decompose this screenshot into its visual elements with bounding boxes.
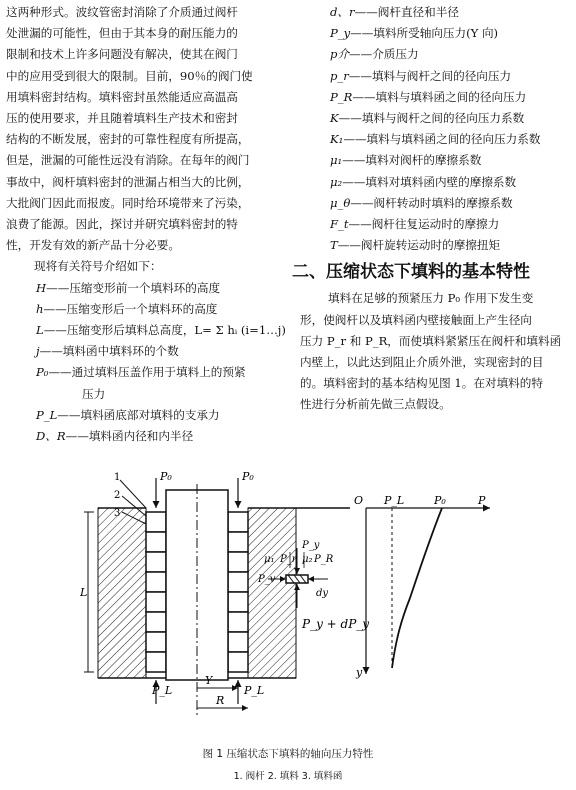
paragraph-line: 结构的不断发展，密封的可靠性程度有所提高， (6, 132, 250, 147)
symbol-definition (300, 150, 572, 171)
symbol-description: ——阀杆转动时填料的摩擦系数 (350, 195, 513, 210)
symbol-description: ——填料函底部对填料的支承力 (57, 407, 220, 422)
dy-label: dy (316, 588, 329, 599)
pv-label: P_v (258, 574, 276, 585)
symbol: μ₂ (330, 174, 343, 189)
symbol-definition (300, 214, 572, 235)
symbol-definition (300, 23, 572, 44)
symbol: p介 (330, 47, 350, 62)
paragraph-line: 事故中，阀杆填料密封的泄漏占相当大的比例， (6, 174, 250, 189)
part-3-label: 3 (114, 508, 121, 519)
symbol-description: ——填料函中填料环的个数 (39, 344, 179, 359)
symbol: p_r (330, 68, 349, 83)
symbol-description: ——填料对填料函内壁的摩擦系数 (342, 174, 517, 189)
symbol-description: ——通过填料压盖作用于填料上的预紧 (48, 365, 246, 380)
paragraph-line: 处泄漏的可能性，但由于其本身的耐压能力的 (6, 26, 238, 41)
symbol: P_L (36, 407, 58, 422)
figure-1-diagram (80, 468, 510, 748)
symbols-intro: 现将有关符号介绍如下： (34, 259, 162, 274)
symbol-description: ——填料与阀杆之间的径向压力 (348, 68, 512, 83)
symbol: μ₁ (330, 153, 343, 168)
symbol-description: ——压缩变形后一个填料环的高度 (43, 301, 218, 316)
paragraph-line: 但是，泄漏的可能性远没有消除。在每年的阀门 (6, 153, 250, 168)
paragraph-line: 的。填料密封的基本结构见图 1。在对填料的特 (300, 376, 543, 391)
paragraph-line: 中的应用受到很大的限制。目前，90％的阀门使 (6, 68, 253, 83)
py-label: P_y (302, 540, 320, 551)
symbol-description: ——阀杆旋转运动时的摩擦扭矩 (337, 238, 501, 253)
paragraph-line: 用填料密封结构。填料密封虽然能适应高温高 (6, 89, 238, 104)
housing-right-wall (248, 508, 296, 678)
paragraph-line: 形，使阀杆以及填料函内壁接触面上产生径向 (300, 312, 532, 327)
symbol-definition (300, 44, 572, 65)
pl-right-label: P_L (244, 684, 265, 697)
symbol: j (36, 344, 40, 359)
symbol-definition (6, 299, 286, 320)
paragraph-line: 性，开发有效的新产品十分必要。 (6, 238, 180, 253)
symbol-description: ——填料函内径和内半径 (65, 429, 194, 444)
graph-y-label: y (356, 666, 363, 679)
symbol-definition (6, 362, 286, 383)
symbol: μ_θ (330, 195, 351, 210)
graph-p-label: P (478, 494, 486, 507)
symbol-definition (300, 87, 572, 108)
symbol-description: ——压缩变形后填料总高度，L= Σ hᵢ (i=1…j) (43, 323, 286, 338)
pl-left-label: P_L (152, 684, 173, 697)
symbol-description: ——填料对阀杆的摩擦系数 (342, 153, 482, 168)
paragraph-line: 浪费了能源。因此，探讨并研究填料密封的特 (6, 217, 238, 232)
mu1-label: μ₁ (264, 554, 275, 565)
symbol-description: ——填料与阀杆之间的径向压力系数 (338, 111, 525, 126)
symbol: D、R (36, 429, 66, 444)
symbol: d、r (330, 5, 355, 19)
part-1-label: 1 (114, 472, 121, 483)
symbol-definition (6, 426, 286, 447)
symbol: F_t (330, 217, 349, 232)
y-dimension-label: Y (205, 674, 213, 687)
symbol: K₁ (330, 132, 344, 147)
packing-rings-left (146, 512, 166, 672)
symbol-description: ——填料所受轴向压力(Y 向) (350, 26, 499, 41)
symbol-definition-continued (6, 384, 286, 405)
symbol: P_y (330, 26, 351, 41)
r-dimension-label: R (216, 694, 225, 707)
figure-caption: 图 1 压缩状态下填料的轴向压力特性 (202, 748, 374, 760)
pR-label: P_R (314, 554, 334, 565)
paragraph-line: 性进行分析前先做三点假设。 (300, 397, 451, 412)
symbol-definition (6, 278, 286, 299)
symbol-definition (300, 193, 572, 214)
pr-label: P_r (280, 554, 297, 565)
symbol: P₀ (36, 365, 49, 380)
symbol: T (330, 238, 338, 253)
paragraph-line: 大批阀门因此而报废。同时给环境带来了污染， (6, 195, 250, 210)
symbol-definition (300, 66, 572, 87)
paragraph-line: 内壁上，以此达到阻止介质外泄，实现密封的目 (300, 355, 544, 370)
symbol-description: ——阀杆往复运动时的摩擦力 (348, 217, 500, 232)
symbol-definition (6, 341, 286, 362)
symbol: h (36, 301, 44, 316)
p0-right-label: P₀ (242, 470, 254, 483)
paragraph-line: 压力 P_r 和 P_R，而使填料紧紧压在阀杆和填料函 (300, 333, 562, 348)
paragraph-line: 填料在足够的预紧压力 P₀ 作用下发生变 (328, 291, 534, 306)
axial-pressure-graph (354, 494, 490, 679)
section-heading: 二、压缩状态下填料的基本特性 (292, 262, 530, 283)
symbol-description: 压力 (82, 386, 106, 401)
symbol-description: ——填料与填料函之间的径向压力 (352, 89, 527, 104)
symbol-list-right (300, 2, 572, 256)
graph-pl-label: P_L (384, 494, 405, 507)
left-text-column (6, 2, 286, 447)
leader-1 (120, 480, 146, 508)
symbol-description: ——阀杆直径和半径 (354, 5, 459, 19)
intro-paragraph (6, 2, 286, 256)
packing-rings-right (228, 512, 248, 672)
symbol-definition (6, 320, 286, 341)
symbol-definition (6, 405, 286, 426)
graph-origin-label: O (354, 494, 364, 507)
symbol-definition (300, 108, 572, 129)
graph-p0-label: P₀ (434, 494, 446, 507)
p0-left-label: P₀ (160, 470, 172, 483)
mu2-label: μ₂ (302, 554, 313, 565)
symbol-description: ——压缩变形前一个填料环的高度 (46, 280, 221, 295)
right-text-column (292, 2, 572, 416)
symbol: K (330, 111, 339, 126)
paragraph-line: 压的使用要求，并且随着填料生产技术和密封 (6, 111, 238, 126)
symbol: P_R (330, 89, 353, 104)
paragraph-line: 限制和技术上许多问题没有解决，使其在阀门 (6, 47, 238, 62)
py-dpy-label: P_y + dP_y (302, 617, 370, 631)
symbol-list-left (6, 278, 286, 448)
symbol-description: ——介质压力 (349, 47, 419, 62)
symbol: L (36, 323, 44, 338)
pressure-curve (392, 508, 442, 668)
symbol-definition (300, 2, 572, 23)
figure-legend: 1. 阀杆 2. 填料 3. 填料函 (233, 771, 343, 782)
paragraph-line: 这两种形式。波纹管密封消除了介质通过阀杆 (6, 5, 238, 19)
l-dimension-label: L (80, 586, 88, 599)
symbol: H (36, 280, 47, 295)
housing-left-wall (98, 508, 146, 678)
part-2-label: 2 (114, 490, 121, 501)
symbol-definition (300, 129, 572, 150)
symbol-definition (300, 235, 572, 256)
section-paragraph (300, 288, 572, 415)
symbol-description: ——填料与填料函之间的径向压力系数 (343, 132, 541, 147)
symbol-definition (300, 172, 572, 193)
